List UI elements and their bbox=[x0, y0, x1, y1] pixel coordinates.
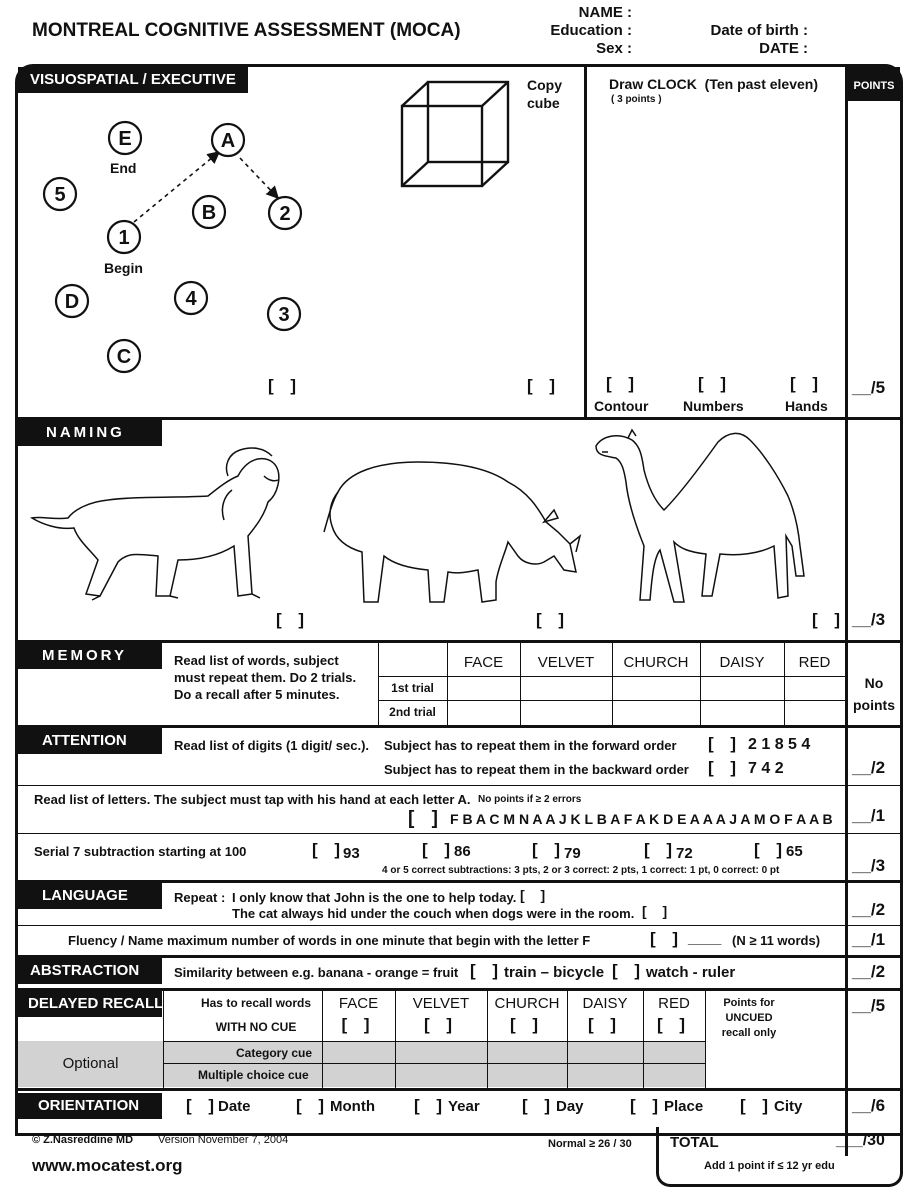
memory-instruction-1: Read list of words, subject bbox=[174, 653, 339, 668]
orientation-tag: ORIENTATION bbox=[18, 1093, 162, 1119]
numbers-bracket[interactable]: [ ] bbox=[698, 374, 733, 393]
node-5[interactable] bbox=[44, 178, 76, 210]
serial-65-bracket[interactable]: [ ] bbox=[754, 840, 789, 859]
delayed-recall-tag: DELAYED RECALL bbox=[18, 991, 162, 1017]
contour-bracket[interactable]: [ ] bbox=[606, 374, 641, 393]
letters-bracket[interactable]: [ ] bbox=[408, 808, 444, 829]
numbers-label: Numbers bbox=[683, 398, 744, 414]
watch-ruler-bracket[interactable]: [ ] bbox=[612, 961, 647, 980]
svg-text:B: B bbox=[201, 202, 217, 224]
serial-79: 79 bbox=[564, 845, 581, 862]
place-bracket[interactable]: [ ] bbox=[630, 1096, 665, 1115]
svg-text:3: 3 bbox=[278, 304, 290, 326]
memory-word-daisy: DAISY bbox=[719, 654, 765, 671]
hands-bracket[interactable]: [ ] bbox=[790, 374, 825, 393]
repeat-score[interactable]: __/2 bbox=[852, 900, 886, 919]
abstraction-instruction: Similarity between e.g. banana - orange = fruit bbox=[174, 965, 459, 980]
trial-2-label: 2nd trial bbox=[389, 705, 436, 719]
trail-bracket[interactable]: [ ] bbox=[268, 376, 303, 395]
lion-icon bbox=[28, 436, 288, 606]
camel-bracket[interactable]: [ ] bbox=[812, 610, 847, 629]
node-2[interactable] bbox=[269, 197, 301, 229]
orientation-score[interactable]: __/6 bbox=[852, 1096, 886, 1115]
attention-tag: ATTENTION bbox=[18, 728, 162, 754]
repeat-label: Repeat : bbox=[174, 890, 226, 905]
multiple-choice-cue-label: Multiple choice cue bbox=[198, 1068, 309, 1082]
serial-72-bracket[interactable]: [ ] bbox=[644, 840, 679, 859]
abstraction-score[interactable]: __/2 bbox=[852, 962, 886, 981]
serial-79-bracket[interactable]: [ ] bbox=[532, 840, 567, 859]
fluency-note: (N ≥ 11 words) bbox=[732, 933, 821, 948]
svg-text:D: D bbox=[64, 291, 80, 313]
fluency-instruction: Fluency / Name maximum number of words in one minute that begin with the letter F bbox=[68, 933, 591, 948]
recall-church-bracket[interactable]: [ ] bbox=[509, 1015, 545, 1034]
letters-score[interactable]: __/1 bbox=[852, 806, 886, 825]
memory-no-points: No points bbox=[853, 675, 895, 713]
total-label: TOTAL bbox=[670, 1134, 719, 1151]
serial-72: 72 bbox=[676, 845, 693, 862]
serial-86-bracket[interactable]: [ ] bbox=[422, 840, 457, 859]
watch-ruler-item: watch - ruler bbox=[646, 964, 736, 981]
delayed-recall-score[interactable]: __/5 bbox=[852, 996, 886, 1015]
letters-instruction: Read list of letters. The subject must tap with his hand at each letter A. bbox=[34, 792, 471, 807]
train-bicycle-bracket[interactable]: [ ] bbox=[470, 961, 505, 980]
year-bracket[interactable]: [ ] bbox=[414, 1096, 449, 1115]
sentence-1: I only know that John is the one to help today. bbox=[232, 890, 517, 905]
fluency-blank[interactable]: ____ bbox=[688, 930, 722, 947]
recall-word-velvet: VELVET bbox=[412, 995, 470, 1012]
digits-score[interactable]: __/2 bbox=[852, 758, 886, 777]
city-item: City bbox=[774, 1098, 803, 1115]
recall-word-daisy: DAISY bbox=[582, 995, 628, 1012]
visuospatial-score[interactable]: __/5 bbox=[852, 378, 886, 397]
name-label: NAME : bbox=[578, 4, 632, 21]
memory-word-church: CHURCH bbox=[623, 654, 689, 671]
node-3[interactable] bbox=[268, 298, 300, 330]
month-bracket[interactable]: [ ] bbox=[296, 1096, 331, 1115]
abstraction-tag: ABSTRACTION bbox=[18, 958, 162, 984]
node-e[interactable] bbox=[109, 122, 141, 154]
category-cue-label: Category cue bbox=[236, 1046, 313, 1060]
normal-range: Normal ≥ 26 / 30 bbox=[548, 1138, 632, 1150]
node-4[interactable] bbox=[175, 282, 207, 314]
visuospatial-tag: VISUOSPATIAL / EXECUTIVE bbox=[18, 67, 248, 93]
points-header: POINTS bbox=[848, 67, 900, 101]
page-title: MONTREAL COGNITIVE ASSESSMENT (MOCA) bbox=[32, 20, 461, 41]
sentence-1-bracket[interactable]: [ ] bbox=[520, 887, 552, 903]
digits-intro: Read list of digits (1 digit/ sec.). bbox=[174, 738, 370, 753]
camel-icon bbox=[588, 426, 818, 610]
serial-93-bracket[interactable]: [ ] bbox=[312, 840, 347, 859]
forward-instruction: Subject has to repeat them in the forward order bbox=[384, 738, 677, 753]
begin-label: Begin bbox=[104, 260, 143, 276]
copyright: © Z.Nasreddine MD bbox=[32, 1134, 134, 1146]
recall-line-2: WITH NO CUE bbox=[215, 1020, 297, 1034]
node-b[interactable] bbox=[193, 196, 225, 228]
fluency-score[interactable]: __/1 bbox=[852, 930, 886, 949]
date-bracket[interactable]: [ ] bbox=[186, 1096, 221, 1115]
education-label: Education : bbox=[550, 22, 632, 39]
cube-bracket[interactable]: [ ] bbox=[527, 376, 562, 395]
node-d[interactable] bbox=[56, 285, 88, 317]
backward-bracket[interactable]: [ ] bbox=[708, 758, 743, 777]
copy-cube-label: Copy cube bbox=[527, 77, 562, 111]
rhinoceros-bracket[interactable]: [ ] bbox=[536, 610, 571, 629]
trail-making-diagram bbox=[20, 100, 340, 400]
recall-word-face: FACE bbox=[338, 995, 379, 1012]
naming-tag: NAMING bbox=[18, 420, 162, 446]
clock-points-note: ( 3 points ) bbox=[611, 94, 662, 105]
contour-label: Contour bbox=[594, 398, 649, 414]
date-label: DATE : bbox=[759, 40, 808, 57]
day-item: Day bbox=[556, 1098, 584, 1115]
end-label: End bbox=[110, 160, 137, 176]
serial7-score[interactable]: __/3 bbox=[852, 856, 886, 875]
backward-digits: 7 4 2 bbox=[748, 760, 784, 777]
svg-text:A: A bbox=[220, 130, 236, 152]
serial-86: 86 bbox=[454, 843, 471, 860]
place-item: Place bbox=[664, 1098, 704, 1115]
memory-instruction-3: Do a recall after 5 minutes. bbox=[174, 687, 340, 702]
city-bracket[interactable]: [ ] bbox=[740, 1096, 775, 1115]
svg-text:1: 1 bbox=[118, 227, 130, 249]
serial7-instruction: Serial 7 subtraction starting at 100 bbox=[34, 844, 247, 859]
year-item: Year bbox=[448, 1098, 480, 1115]
month-item: Month bbox=[330, 1098, 375, 1115]
fluency-bracket[interactable]: [ ] bbox=[650, 929, 685, 948]
train-bicycle-item: train – bicycle bbox=[504, 964, 605, 981]
memory-word-red: RED bbox=[798, 654, 831, 671]
recall-word-church: CHURCH bbox=[494, 995, 560, 1012]
svg-text:E: E bbox=[118, 128, 132, 150]
recall-red-bracket[interactable]: [ ] bbox=[656, 1015, 692, 1034]
date-item: Date bbox=[218, 1098, 251, 1115]
day-bracket[interactable]: [ ] bbox=[522, 1096, 557, 1115]
optional-label: Optional bbox=[62, 1055, 119, 1072]
memory-instructions bbox=[174, 652, 356, 703]
naming-score[interactable]: __/3 bbox=[852, 610, 886, 629]
forward-digits: 2 1 8 5 4 bbox=[748, 736, 811, 753]
letters-note: No points if ≥ 2 errors bbox=[478, 794, 582, 805]
memory-word-face: FACE bbox=[463, 654, 504, 671]
recall-velvet-bracket[interactable]: [ ] bbox=[423, 1015, 459, 1034]
serial7-scoring-note: 4 or 5 correct subtractions: 3 pts, 2 or 3 correct: 2 pts, 1 correct: 1 pt, 0 correct: 0 pt bbox=[382, 865, 780, 876]
sex-label: Sex : bbox=[596, 40, 632, 57]
recall-word-red: RED bbox=[658, 995, 690, 1012]
recall-face-bracket[interactable]: [ ] bbox=[341, 1015, 376, 1034]
trail-arrow-a-to-2 bbox=[240, 158, 278, 198]
language-tag: LANGUAGE bbox=[18, 883, 162, 909]
recall-daisy-bracket[interactable]: [ ] bbox=[587, 1015, 623, 1034]
website-link[interactable]: www.mocatest.org bbox=[32, 1156, 183, 1175]
node-a[interactable] bbox=[212, 124, 244, 156]
svg-text:4: 4 bbox=[185, 288, 197, 310]
serial-65: 65 bbox=[786, 843, 803, 860]
svg-text:C: C bbox=[116, 346, 132, 368]
svg-text:5: 5 bbox=[54, 184, 66, 206]
sentence-2-bracket[interactable]: [ ] bbox=[642, 903, 674, 919]
hands-label: Hands bbox=[785, 398, 828, 414]
sentence-2: The cat always hid under the couch when dogs were in the room. bbox=[232, 906, 635, 921]
svg-text:2: 2 bbox=[279, 203, 291, 225]
memory-tag: MEMORY bbox=[18, 643, 162, 669]
backward-instruction: Subject has to repeat them in the backward order bbox=[384, 762, 689, 777]
trial-1-label: 1st trial bbox=[391, 681, 434, 695]
education-adjustment: Add 1 point if ≤ 12 yr edu bbox=[704, 1160, 835, 1172]
clock-title: Draw CLOCK (Ten past eleven) bbox=[609, 76, 819, 92]
forward-bracket[interactable]: [ ] bbox=[708, 734, 743, 753]
node-c[interactable] bbox=[108, 340, 140, 372]
dob-label: Date of birth : bbox=[710, 22, 808, 39]
rhinoceros-icon bbox=[318, 452, 582, 607]
lion-bracket[interactable]: [ ] bbox=[276, 610, 311, 629]
memory-word-velvet: VELVET bbox=[537, 654, 595, 671]
uncued-points-note: Points for UNCUED recall only bbox=[721, 997, 777, 1039]
letter-sequence: F B A C M N A A J K L B A F A K D E A A A J A M O F A A B bbox=[450, 811, 833, 827]
version: Version November 7, 2004 bbox=[158, 1134, 289, 1146]
cube-icon bbox=[398, 78, 516, 190]
recall-line-1: Has to recall words bbox=[200, 996, 312, 1010]
serial-93: 93 bbox=[343, 845, 360, 862]
total-score[interactable]: ___/30 bbox=[836, 1132, 885, 1149]
memory-instruction-2: must repeat them. Do 2 trials. bbox=[174, 670, 357, 685]
node-1[interactable] bbox=[108, 221, 140, 253]
